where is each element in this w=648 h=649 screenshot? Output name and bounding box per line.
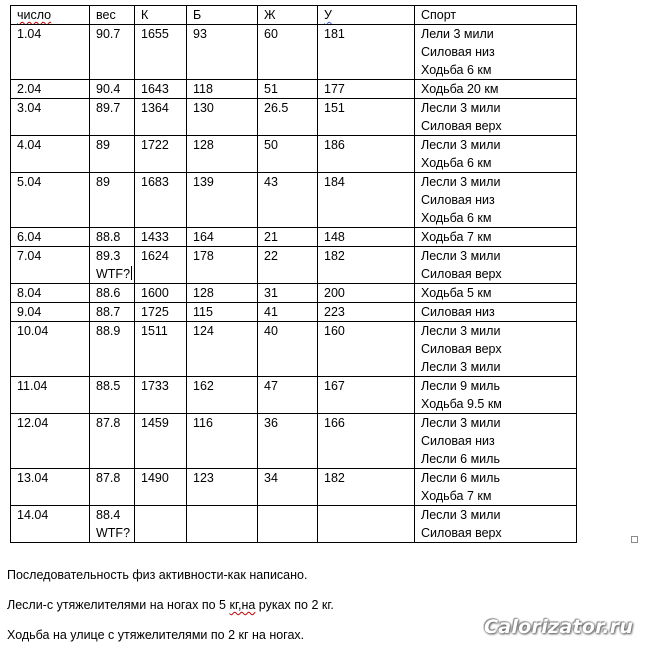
cell-protein[interactable] (187, 99, 258, 136)
sport-activity-line: Ходьба 20 км (421, 82, 499, 96)
sport-activity-line: Лесли 3 мили (421, 360, 501, 374)
sport-activity-line: Силовая низ (421, 45, 495, 59)
cell-date-value: 1.04 (17, 27, 42, 41)
table-header-row (11, 6, 577, 25)
cell-weight[interactable] (90, 25, 135, 80)
cell-fat-value: 34 (264, 471, 278, 485)
cell-carbs-value: 184 (324, 175, 345, 189)
cell-protein[interactable] (187, 322, 258, 377)
cell-sport[interactable] (415, 25, 577, 80)
cell-carbs-value: 223 (324, 305, 345, 319)
sport-activity-line: Лесли 3 мили (421, 416, 501, 430)
cell-fat[interactable] (258, 303, 318, 322)
cell-fat-value: 47 (264, 379, 278, 393)
cell-sport[interactable] (415, 228, 577, 247)
cell-calories[interactable] (135, 414, 187, 469)
cell-weight[interactable] (90, 99, 135, 136)
header-weight[interactable]: вес (90, 6, 135, 25)
weight-line: 89.7 (96, 101, 121, 115)
cell-protein[interactable] (187, 228, 258, 247)
sport-activity-line: Силовая верх (421, 342, 502, 356)
cell-sport[interactable] (415, 506, 577, 543)
weight-line: 88.8 (96, 230, 121, 244)
table-row (11, 99, 577, 136)
cell-calories-value: 1433 (141, 230, 169, 244)
sport-activity-line: Силовая верх (421, 526, 502, 540)
cell-protein-value: 164 (193, 230, 214, 244)
weight-line: WTF? (96, 526, 131, 540)
cell-fat[interactable] (258, 284, 318, 303)
header-date[interactable]: число (11, 6, 90, 25)
table-row (11, 303, 577, 322)
cell-sport[interactable] (415, 322, 577, 377)
cell-fat[interactable] (258, 136, 318, 173)
cell-protein-value: 130 (193, 101, 214, 115)
cell-fat-value: 31 (264, 286, 278, 300)
cell-weight[interactable] (90, 136, 135, 173)
cell-protein-value: 116 (193, 416, 213, 430)
cell-fat-value: 21 (264, 230, 278, 244)
note-text-end: руках по 2 кг. (255, 598, 334, 612)
cell-fat-value: 51 (264, 82, 278, 96)
cell-carbs-value: 148 (324, 230, 345, 244)
sport-activity-line: Ходьба 7 км (421, 489, 492, 503)
weight-line: 88.7 (96, 305, 121, 319)
header-protein[interactable]: Б (187, 6, 258, 25)
cell-date-value: 5.04 (17, 175, 42, 189)
cell-calories-value: 1643 (141, 82, 169, 96)
cell-weight[interactable] (90, 506, 135, 543)
text-cursor (131, 266, 132, 280)
cell-date[interactable] (11, 99, 90, 136)
cell-sport[interactable] (415, 99, 577, 136)
cell-date-value: 2.04 (17, 82, 42, 96)
cell-weight[interactable] (90, 414, 135, 469)
note-walking-weights[interactable]: Ходьба на улице с утяжелителями по 2 кг на ногах. (7, 628, 305, 642)
cell-fat-value: 43 (264, 175, 278, 189)
sport-activity-line: Ходьба 6 км (421, 63, 492, 77)
cell-date-value: 14.04 (17, 508, 49, 522)
cell-calories-value: 1733 (141, 379, 169, 393)
cell-fat[interactable] (258, 469, 318, 506)
cell-fat[interactable] (258, 25, 318, 80)
sport-activity-line: Ходьба 6 км (421, 156, 492, 170)
cell-date-value: 4.04 (17, 138, 42, 152)
cell-carbs[interactable] (318, 99, 415, 136)
cell-weight[interactable] (90, 173, 135, 228)
sport-activity-line: Лесли 9 миль (421, 379, 500, 393)
cell-calories-value: 1459 (141, 416, 169, 430)
cell-date-value: 6.04 (17, 230, 42, 244)
cell-calories[interactable] (135, 284, 187, 303)
table-row (11, 25, 577, 80)
cell-calories[interactable] (135, 25, 187, 80)
cell-sport[interactable] (415, 414, 577, 469)
cell-date[interactable] (11, 469, 90, 506)
cell-carbs[interactable] (318, 303, 415, 322)
cell-calories[interactable] (135, 377, 187, 414)
cell-carbs-value: 167 (324, 379, 345, 393)
weight-line: 90.4 (96, 82, 121, 96)
sport-activity-line: Лесли 3 мили (421, 508, 501, 522)
cell-weight[interactable] (90, 247, 135, 284)
cell-date[interactable] (11, 136, 90, 173)
cell-fat[interactable] (258, 506, 318, 543)
cell-carbs[interactable] (318, 247, 415, 284)
cell-sport[interactable] (415, 247, 577, 284)
cell-carbs[interactable] (318, 136, 415, 173)
table-row (11, 80, 577, 99)
cell-protein-value: 93 (193, 27, 207, 41)
cell-calories[interactable] (135, 80, 187, 99)
cell-protein[interactable] (187, 136, 258, 173)
cell-date[interactable] (11, 506, 90, 543)
cell-protein-value: 178 (193, 249, 214, 263)
cell-sport[interactable] (415, 284, 577, 303)
cell-sport[interactable] (415, 303, 577, 322)
weight-line: 90.7 (96, 27, 121, 41)
cell-fat[interactable] (258, 228, 318, 247)
cell-weight[interactable] (90, 303, 135, 322)
food-activity-table (10, 5, 577, 543)
cell-protein[interactable] (187, 80, 258, 99)
cell-fat-value: 26.5 (264, 101, 289, 115)
cell-date[interactable] (11, 322, 90, 377)
table-row (11, 322, 577, 377)
cell-fat-value: 36 (264, 416, 278, 430)
cell-date-value: 11.04 (17, 379, 48, 393)
cell-fat[interactable] (258, 80, 318, 99)
cell-date[interactable] (11, 228, 90, 247)
note-activity-order[interactable]: Последовательность физ активности-как написано. (7, 568, 308, 582)
table-resize-handle[interactable] (631, 536, 638, 543)
cell-fat-value: 41 (264, 305, 278, 319)
cell-fat[interactable] (258, 322, 318, 377)
cell-date[interactable] (11, 80, 90, 99)
cell-date-value: 8.04 (17, 286, 42, 300)
table-row (11, 228, 577, 247)
sport-activity-line: Силовая низ (421, 434, 495, 448)
sport-activity-line: Лесли 6 миль (421, 452, 500, 466)
sport-activity-line: Ходьба 6 км (421, 211, 492, 225)
cell-calories[interactable] (135, 136, 187, 173)
cell-carbs-value: 200 (324, 286, 345, 300)
cell-protein-value: 124 (193, 324, 214, 338)
cell-protein[interactable] (187, 506, 258, 543)
sport-activity-line: Лели 3 мили (421, 27, 494, 41)
cell-protein[interactable] (187, 469, 258, 506)
table-row (11, 414, 577, 469)
cell-sport[interactable] (415, 377, 577, 414)
cell-date[interactable] (11, 377, 90, 414)
cell-calories-value: 1490 (141, 471, 169, 485)
header-sport[interactable]: Спорт (415, 6, 577, 25)
cell-weight[interactable] (90, 284, 135, 303)
cell-calories-value: 1725 (141, 305, 169, 319)
table-row (11, 377, 577, 414)
cell-date[interactable] (11, 303, 90, 322)
table-row (11, 469, 577, 506)
cell-calories-value: 1722 (141, 138, 169, 152)
cell-date[interactable] (11, 25, 90, 80)
cell-protein-value: 115 (193, 305, 213, 319)
sport-activity-line: Силовая верх (421, 119, 502, 133)
cell-calories-value: 1655 (141, 27, 169, 41)
cell-date-value: 3.04 (17, 101, 42, 115)
cell-carbs-value: 166 (324, 416, 345, 430)
cell-date[interactable] (11, 284, 90, 303)
table-row (11, 284, 577, 303)
cell-calories[interactable] (135, 247, 187, 284)
weight-line: WTF? (96, 267, 131, 281)
cell-sport[interactable] (415, 136, 577, 173)
cell-calories[interactable] (135, 506, 187, 543)
cell-fat[interactable] (258, 173, 318, 228)
weight-line: 88.5 (96, 379, 121, 393)
note-text-start: Лесли-с утяжелителями на ногах по 5 (7, 598, 230, 612)
weight-line: 88.6 (96, 286, 121, 300)
cell-carbs-value: 181 (324, 27, 345, 41)
weight-line: 88.9 (96, 324, 121, 338)
cell-fat[interactable] (258, 247, 318, 284)
cell-date-value: 12.04 (17, 416, 49, 430)
cell-protein[interactable] (187, 173, 258, 228)
sport-activity-line: Лесли 3 мили (421, 101, 501, 115)
table-row (11, 506, 577, 543)
cell-protein-value: 118 (193, 82, 213, 96)
cell-weight[interactable] (90, 377, 135, 414)
cell-carbs[interactable] (318, 228, 415, 247)
sport-activity-line: Силовая низ (421, 193, 495, 207)
calorizator-watermark: Calorizator.ru (484, 616, 634, 638)
cell-calories-value: 1683 (141, 175, 169, 189)
cell-date-value: 13.04 (17, 471, 49, 485)
cell-weight[interactable] (90, 80, 135, 99)
cell-carbs[interactable] (318, 377, 415, 414)
cell-calories[interactable] (135, 173, 187, 228)
weight-line: 89 (96, 175, 110, 189)
sport-activity-line: Лесли 3 мили (421, 324, 501, 338)
cell-protein[interactable] (187, 414, 258, 469)
cell-fat[interactable] (258, 99, 318, 136)
spellcheck-flagged-word[interactable]: кг,на (229, 598, 256, 612)
cell-carbs-value: 177 (324, 82, 345, 96)
table-row (11, 247, 577, 284)
cell-carbs-value: 182 (324, 471, 345, 485)
cell-fat-value: 50 (264, 138, 278, 152)
cell-protein[interactable] (187, 25, 258, 80)
cell-calories[interactable] (135, 228, 187, 247)
cell-protein[interactable] (187, 377, 258, 414)
cell-date[interactable] (11, 247, 90, 284)
cell-calories[interactable] (135, 99, 187, 136)
sport-activity-line: Лесли 6 миль (421, 471, 500, 485)
sport-activity-line: Ходьба 7 км (421, 230, 492, 244)
cell-protein-value: 162 (193, 379, 214, 393)
cell-date-value: 7.04 (17, 249, 42, 263)
cell-carbs[interactable] (318, 173, 415, 228)
sport-activity-line: Лесли 3 мили (421, 175, 501, 189)
cell-sport[interactable] (415, 80, 577, 99)
sport-activity-line: Силовая верх (421, 267, 502, 281)
cell-carbs[interactable] (318, 414, 415, 469)
cell-protein-value: 128 (193, 286, 214, 300)
cell-weight[interactable] (90, 322, 135, 377)
cell-date[interactable] (11, 414, 90, 469)
cell-fat-value: 40 (264, 324, 278, 338)
header-fat[interactable]: Ж (258, 6, 318, 25)
sport-activity-line: Ходьба 9.5 км (421, 397, 502, 411)
cell-date-value: 10.04 (17, 324, 49, 338)
note-lesli-weights[interactable] (7, 597, 334, 613)
cell-carbs[interactable] (318, 25, 415, 80)
weight-line: 89.3 (96, 249, 121, 263)
cell-calories-value: 1600 (141, 286, 169, 300)
sport-activity-line: Ходьба 5 км (421, 286, 492, 300)
weight-line: 87.8 (96, 416, 121, 430)
cell-carbs-value: 182 (324, 249, 345, 263)
cell-sport[interactable] (415, 173, 577, 228)
cell-carbs-value: 160 (324, 324, 345, 338)
cell-carbs-value: 151 (324, 101, 345, 115)
cell-fat-value: 60 (264, 27, 278, 41)
cell-protein[interactable] (187, 247, 258, 284)
cell-calories[interactable] (135, 469, 187, 506)
cell-fat[interactable] (258, 377, 318, 414)
weight-line: 88.4 (96, 508, 121, 522)
cell-protein-value: 139 (193, 175, 214, 189)
sport-activity-line: Лесли 3 мили (421, 138, 501, 152)
table-body (11, 6, 577, 543)
cell-calories-value: 1624 (141, 249, 169, 263)
header-calories[interactable]: К (135, 6, 187, 25)
weight-line: 87.8 (96, 471, 121, 485)
cell-fat-value: 22 (264, 249, 278, 263)
cell-calories-value: 1364 (141, 101, 169, 115)
cell-weight[interactable] (90, 469, 135, 506)
cell-carbs[interactable] (318, 284, 415, 303)
cell-protein[interactable] (187, 303, 258, 322)
cell-date[interactable] (11, 173, 90, 228)
cell-weight[interactable] (90, 228, 135, 247)
table-row (11, 173, 577, 228)
cell-calories-value: 1511 (141, 324, 168, 338)
header-carbs[interactable]: У (318, 6, 415, 25)
cell-calories[interactable] (135, 322, 187, 377)
cell-protein[interactable] (187, 284, 258, 303)
cell-protein-value: 128 (193, 138, 214, 152)
cell-sport[interactable] (415, 469, 577, 506)
cell-carbs[interactable] (318, 322, 415, 377)
cell-date-value: 9.04 (17, 305, 42, 319)
table-row (11, 136, 577, 173)
cell-fat[interactable] (258, 414, 318, 469)
cell-carbs-value: 186 (324, 138, 345, 152)
cell-carbs[interactable] (318, 80, 415, 99)
sport-activity-line: Лесли 3 мили (421, 249, 501, 263)
sport-activity-line: Силовая низ (421, 305, 495, 319)
cell-protein-value: 123 (193, 471, 214, 485)
cell-carbs[interactable] (318, 506, 415, 543)
weight-line: 89 (96, 138, 110, 152)
cell-carbs[interactable] (318, 469, 415, 506)
cell-calories[interactable] (135, 303, 187, 322)
